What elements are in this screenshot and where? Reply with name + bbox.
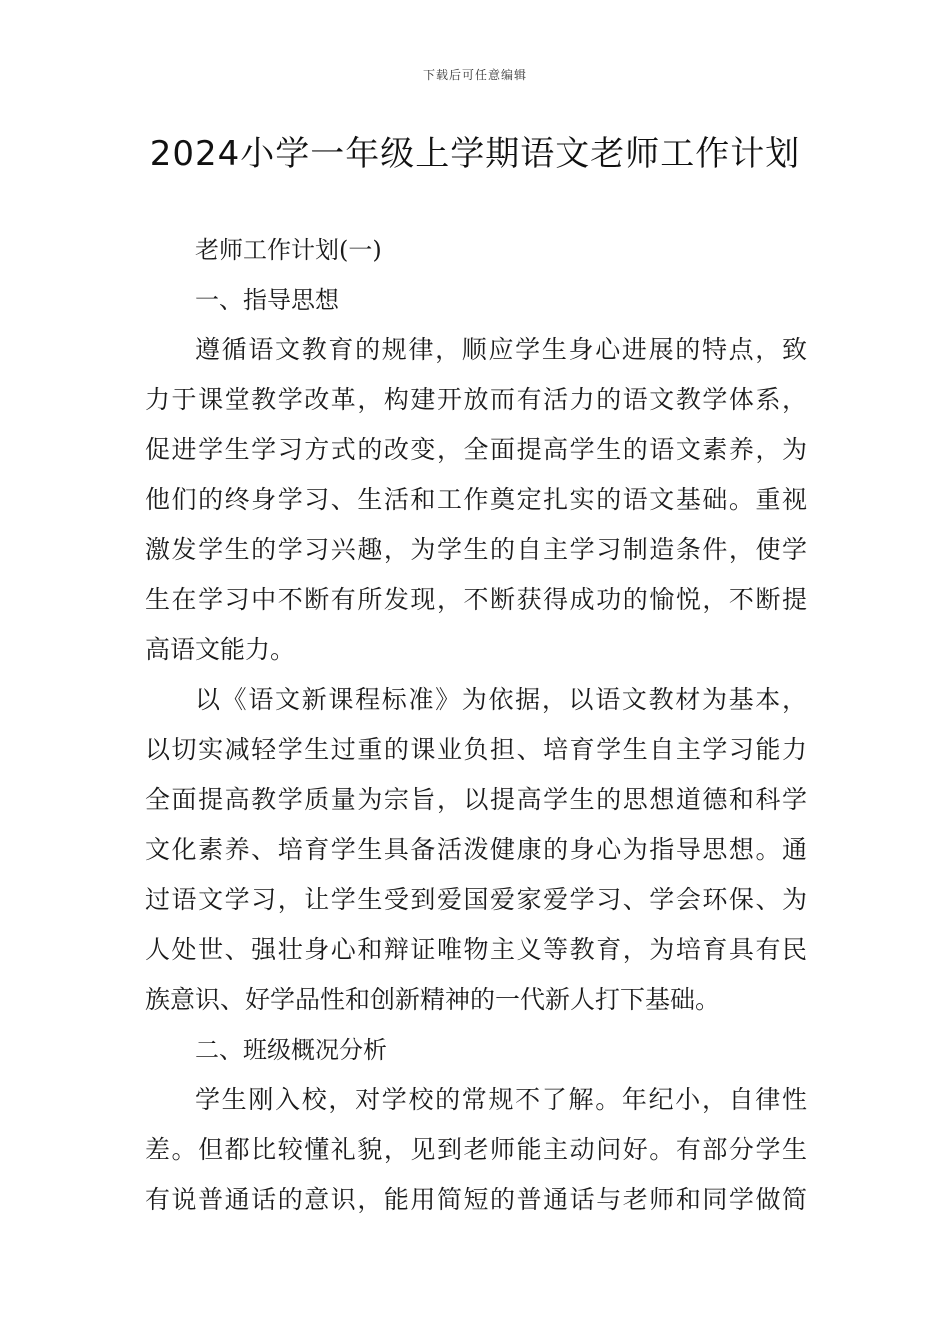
section-heading-2: 二、班级概况分析 bbox=[195, 1036, 387, 1064]
paragraph-line: 人处世、强壮身心和辩证唯物主义等教育，为培育具有民 bbox=[145, 935, 807, 964]
paragraph-line: 他们的终身学习、生活和工作奠定扎实的语文基础。重视 bbox=[145, 485, 807, 514]
document-body bbox=[145, 225, 807, 1225]
paragraph-line: 族意识、好学品性和创新精神的一代新人打下基础。 bbox=[145, 985, 721, 1014]
header-note: 下载后可任意编辑 bbox=[422, 68, 527, 82]
paragraph-line: 学生刚入校，对学校的常规不了解。年纪小，自律性 bbox=[195, 1085, 807, 1114]
paragraph-line: 文化素养、培育学生具备活泼健康的身心为指导思想。通 bbox=[145, 835, 807, 864]
paragraph-line: 遵循语文教育的规律，顺应学生身心进展的特点，致 bbox=[195, 335, 807, 364]
paragraph-line: 力于课堂教学改革，构建开放而有活力的语文教学体系， bbox=[145, 385, 807, 414]
paragraph-line: 激发学生的学习兴趣，为学生的自主学习制造条件，使学 bbox=[145, 535, 807, 564]
paragraph-line: 高语文能力。 bbox=[145, 635, 296, 664]
document-title: 2024小学一年级上学期语文老师工作计划 bbox=[149, 134, 801, 174]
paragraph-line: 以切实减轻学生过重的课业负担、培育学生自主学习能力 bbox=[145, 735, 807, 764]
subtitle: 老师工作计划(一) bbox=[195, 236, 382, 264]
section-heading-1: 一、指导思想 bbox=[195, 286, 339, 314]
paragraph-line: 促进学生学习方式的改变，全面提高学生的语文素养，为 bbox=[145, 435, 807, 464]
paragraph-line: 以《语文新课程标准》为依据，以语文教材为基本， bbox=[195, 685, 807, 714]
paragraph-line: 全面提高教学质量为宗旨，以提高学生的思想道德和科学 bbox=[145, 785, 807, 814]
paragraph-line: 差。但都比较懂礼貌，见到老师能主动问好。有部分学生 bbox=[145, 1135, 807, 1164]
paragraph-3 bbox=[145, 1075, 807, 1225]
paragraph-line: 生在学习中不断有所发现，不断获得成功的愉悦，不断提 bbox=[145, 585, 807, 614]
paragraph-2 bbox=[145, 675, 807, 1025]
paragraph-1 bbox=[145, 325, 807, 675]
paragraph-line: 有说普通话的意识，能用简短的普通话与老师和同学做简 bbox=[145, 1185, 807, 1214]
paragraph-line: 过语文学习，让学生受到爱国爱家爱学习、学会环保、为 bbox=[145, 885, 807, 914]
